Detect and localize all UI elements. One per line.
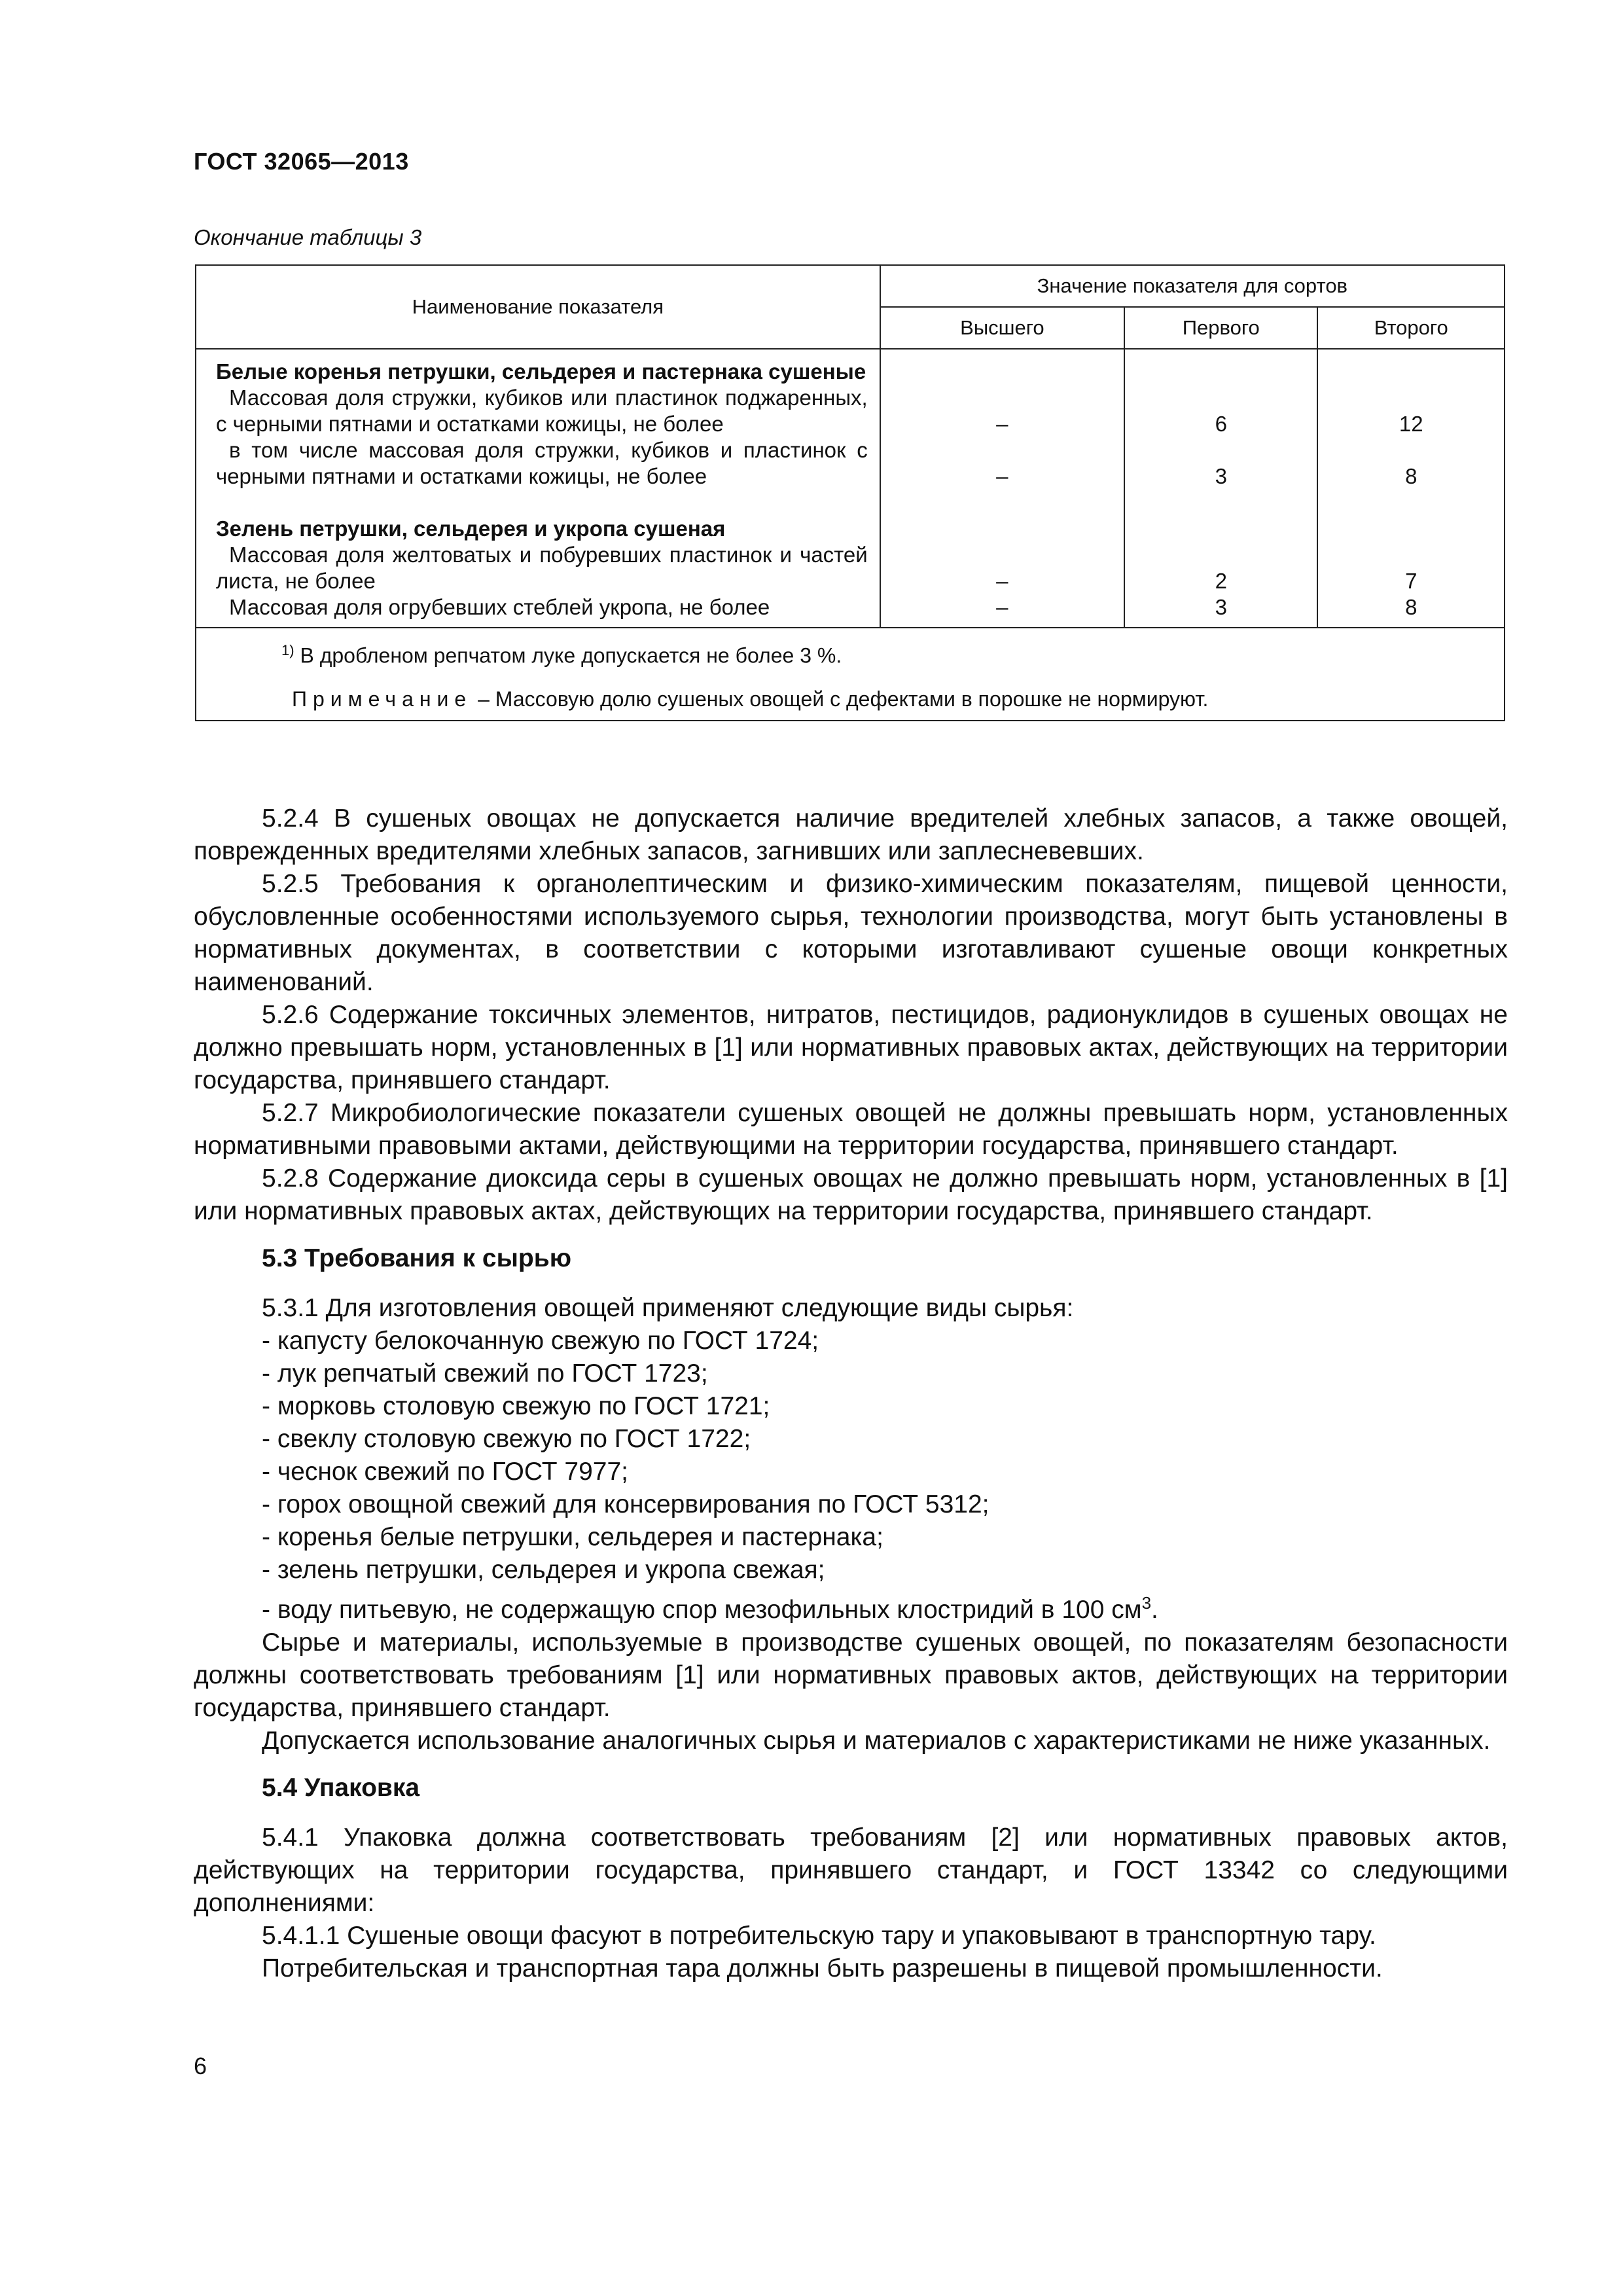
paragraph-5-4-1-1: 5.4.1.1 Сушеные овощи фасуют в потребительскую тару и упаковывают в транспортную тару. [262, 1922, 1376, 1950]
table-caption: Окончание таблицы 3 [194, 225, 422, 249]
paragraph-5-2-4: 5.2.4 В сушеных овощах не допускается наличие вредителей хлебных запасов, а также овощей, поврежденных вредителями хлебных запасов, загнивших или заплесневевших. [194, 804, 1508, 865]
indicator-item: Массовая доля стружки, кубиков или пластинок поджаренных, с черными пятнами и остатками кожицы, не более [216, 386, 868, 436]
group-title: Зелень петрушки, сельдерея и укропа сушеная [216, 516, 726, 541]
table-value: – [996, 464, 1008, 488]
column-group-header: Значение показателя для сортов [880, 265, 1505, 307]
column-header-grade-second: Второго [1317, 307, 1505, 349]
table-value: 8 [1405, 595, 1418, 619]
group-title: Белые коренья петрушки, сельдерея и пастернака сушеные [216, 359, 866, 384]
section-heading-5-4: 5.4 Упаковка [262, 1774, 420, 1802]
table-value: 8 [1405, 464, 1418, 488]
grade-highest-values [880, 349, 1124, 628]
paragraph-tare: Потребительская и транспортная тара должны быть разрешены в пищевой промышленности. [262, 1954, 1383, 1982]
table-footnote-cell [196, 628, 1505, 721]
list-item: - лук репчатый свежий по ГОСТ 1723; [262, 1359, 708, 1388]
table-value: 7 [1405, 569, 1418, 593]
table-value: 3 [1215, 595, 1227, 619]
grade-second-values [1317, 349, 1505, 628]
page-number: 6 [194, 2053, 207, 2079]
table-footnote [281, 636, 1491, 670]
column-header-grade-first: Первого [1124, 307, 1317, 349]
indicator-names-cell [196, 349, 880, 628]
table-value: 3 [1215, 464, 1227, 488]
footnote-mark: 1) [281, 642, 294, 658]
indicator-item: в том числе массовая доля стружки, кубиков и пластинок с черными пятнами и остатками кожицы, не более [216, 438, 868, 488]
list-item: - чеснок свежий по ГОСТ 7977; [262, 1458, 629, 1486]
table-value: – [996, 595, 1008, 619]
requirements-section [194, 802, 1508, 1985]
list-item: - капусту белокочанную свежую по ГОСТ 1724; [262, 1327, 819, 1355]
column-header-name: Наименование показателя [196, 265, 880, 349]
table-value: 12 [1399, 412, 1423, 436]
paragraph-5-3-1: 5.3.1 Для изготовления овощей применяют следующие виды сырья: [262, 1294, 1074, 1322]
list-item: - коренья белые петрушки, сельдерея и пастернака; [262, 1523, 883, 1551]
note-label: Примечание [292, 687, 473, 711]
indicator-item: Массовая доля огрубевших стеблей укропа, не более [229, 595, 770, 619]
paragraph-raw-analog: Допускается использование аналогичных сырья и материалов с характеристиками не ниже указанных. [262, 1727, 1491, 1755]
list-item: - свеклу столовую свежую по ГОСТ 1722; [262, 1425, 751, 1453]
unit-superscript: 3 [1141, 1593, 1152, 1613]
specification-table [195, 264, 1505, 721]
table-value: – [996, 569, 1008, 593]
column-header-grade-highest: Высшего [880, 307, 1124, 349]
table-body-row [196, 349, 1505, 628]
grade-first-values [1124, 349, 1317, 628]
paragraph-5-2-7: 5.2.7 Микробиологические показатели сушеных овощей не должны превышать норм, установленных нормативными правовыми актами, действующими на территории государства, принявшего стандарт. [194, 1099, 1508, 1160]
document-header: ГОСТ 32065—2013 [194, 148, 409, 175]
list-item-water [194, 1587, 1508, 1626]
group-spacer [216, 490, 868, 516]
footnote-text: В дробленом репчатом луке допускается не более 3 %. [294, 643, 842, 668]
list-item-water-end: . [1151, 1596, 1158, 1624]
paragraph-5-4-1: 5.4.1 Упаковка должна соответствовать требованиям [2] или нормативных правовых актов, действующих на территории государства, принявшего стандарт, и ГОСТ 13342 со следующими дополнениями: [194, 1823, 1508, 1917]
table-value: 6 [1215, 412, 1227, 436]
paragraph-5-2-6: 5.2.6 Содержание токсичных элементов, нитратов, пестицидов, радионуклидов в сушеных овощах не должно превышать норм, установленных в [1] или нормативных правовых актах, действующих на территории государства, принявшего стандарт. [194, 1001, 1508, 1094]
paragraph-raw-safety: Сырье и материалы, используемые в производстве сушеных овощей, по показателям безопасности должны соответствовать требованиям [1] или нормативных правовых актов, действующих на территории государства, принявшего стандарт. [194, 1628, 1508, 1722]
list-item: - горох овощной свежий для консервирования по ГОСТ 5312; [262, 1490, 990, 1518]
table-note [281, 685, 1491, 713]
list-item: - морковь столовую свежую по ГОСТ 1721; [262, 1392, 770, 1420]
list-item-water-text: - воду питьевую, не содержащую спор мезофильных клостридий в 100 см [262, 1596, 1142, 1624]
section-heading-5-3: 5.3 Требования к сырью [262, 1244, 572, 1272]
paragraph-5-2-8: 5.2.8 Содержание диоксида серы в сушеных овощах не должно превышать норм, установленных в [1] или нормативных правовых актах, действующих на территории государства, принявшего стандарт. [194, 1164, 1508, 1225]
table-value: 2 [1215, 569, 1227, 593]
list-item: - зелень петрушки, сельдерея и укропа свежая; [262, 1556, 825, 1584]
indicator-item: Массовая доля желтоватых и побуревших пластинок и частей листа, не более [216, 543, 868, 593]
paragraph-5-2-5: 5.2.5 Требования к органолептическим и физико-химическим показателям, пищевой ценности, обусловленные особенностями используемого сырья, технологии производства, могут быть установлены в нормативных документах, в соответствии с которыми изготавливают сушеные овощи конкретных наименований. [194, 870, 1508, 996]
note-text: – Массовую долю сушеных овощей с дефектами в порошке не нормируют. [472, 687, 1209, 711]
table-value: – [996, 412, 1008, 436]
